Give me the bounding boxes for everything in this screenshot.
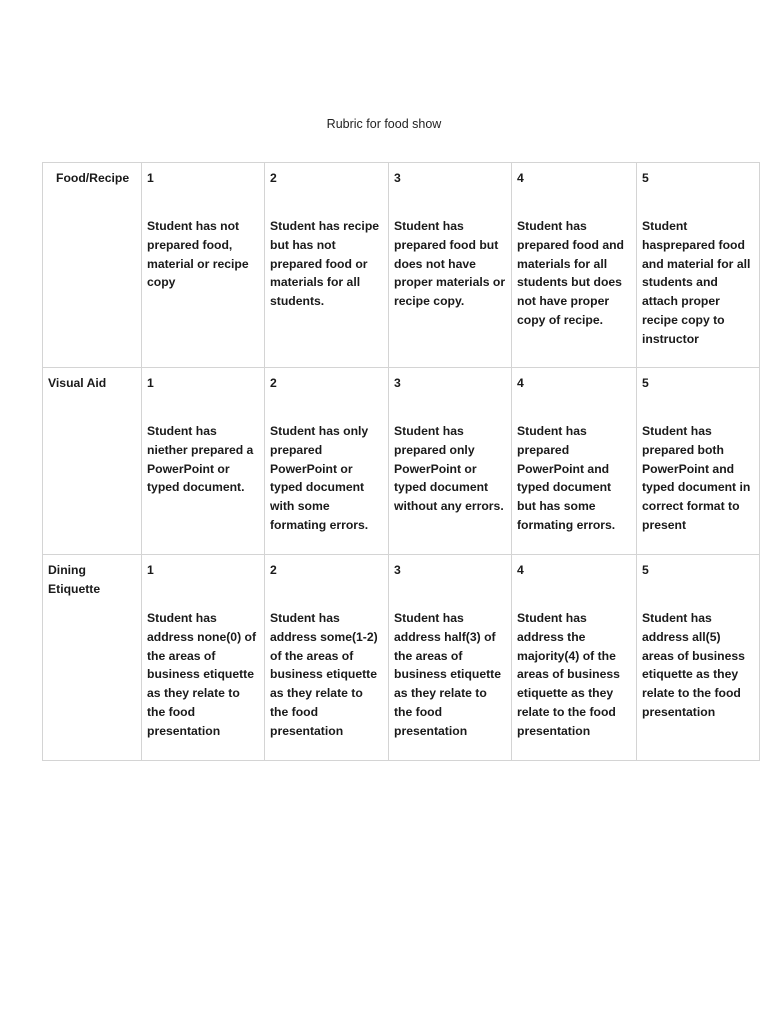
score-description: Student has not prepared food, material or recipe copy bbox=[147, 219, 249, 290]
category-cell bbox=[43, 163, 142, 368]
score-value: 3 bbox=[394, 376, 401, 390]
score-cell bbox=[265, 368, 389, 555]
score-cell bbox=[265, 555, 389, 761]
score-description: Student has prepared PowerPoint and typed document but has some formating errors. bbox=[517, 424, 616, 532]
score-value: 1 bbox=[147, 376, 154, 390]
score-cell bbox=[512, 555, 637, 761]
score-description: Student has address the majority(4) of the areas of business etiquette as they relate to the food presentation bbox=[517, 611, 620, 738]
document-title: Rubric for food show bbox=[326, 117, 442, 131]
score-cell bbox=[265, 163, 389, 368]
score-description: Student has prepared only PowerPoint or typed document without any errors. bbox=[394, 424, 504, 514]
score-value: 2 bbox=[270, 376, 277, 390]
score-cell bbox=[389, 368, 512, 555]
score-value: 1 bbox=[147, 563, 154, 577]
score-value: 4 bbox=[517, 376, 524, 390]
score-cell bbox=[637, 163, 760, 368]
category-cell bbox=[43, 555, 142, 761]
score-description: Student has prepared both PowerPoint and typed document in correct format to present bbox=[642, 424, 751, 532]
rubric-row-visual-aid bbox=[43, 368, 760, 555]
score-value: 4 bbox=[517, 171, 524, 185]
score-description: Student has prepared food but does not have proper materials or recipe copy. bbox=[394, 219, 506, 309]
score-cell bbox=[637, 555, 760, 761]
score-value: 3 bbox=[394, 171, 401, 185]
score-cell bbox=[512, 163, 637, 368]
score-value: 1 bbox=[147, 171, 154, 185]
score-description: Student has prepared food and materials for all students but does not have proper copy of recipe. bbox=[517, 219, 624, 327]
score-cell bbox=[389, 163, 512, 368]
category-label: Visual Aid bbox=[48, 376, 107, 390]
score-cell bbox=[512, 368, 637, 555]
category-label: Dining Etiquette bbox=[48, 563, 101, 596]
score-cell bbox=[142, 368, 265, 555]
score-description: Student has address some(1-2) of the areas of business etiquette as they relate to the food presentation bbox=[270, 611, 378, 738]
category-label: Food/Recipe bbox=[56, 171, 130, 185]
score-description: Student has recipe but has not prepared food or materials for all students. bbox=[270, 219, 380, 309]
score-cell bbox=[142, 555, 265, 761]
score-description: Student hasprepared food and material for all students and attach proper recipe copy to instructor bbox=[642, 219, 751, 346]
score-description: Student has only prepared PowerPoint or typed document with some formating errors. bbox=[270, 424, 369, 532]
score-description: Student has niether prepared a PowerPoint or typed document. bbox=[147, 424, 254, 495]
score-value: 5 bbox=[642, 171, 649, 185]
score-description: Student has address half(3) of the areas of business etiquette as they relate to the food presentation bbox=[394, 611, 502, 738]
score-value: 5 bbox=[642, 376, 649, 390]
score-description: Student has address none(0) of the areas of business etiquette as they relate to the food presentation bbox=[147, 611, 257, 738]
score-value: 2 bbox=[270, 563, 277, 577]
score-description: Student has address all(5) areas of business etiquette as they relate to the food presentation bbox=[642, 611, 745, 719]
score-value: 5 bbox=[642, 563, 649, 577]
score-cell bbox=[637, 368, 760, 555]
score-value: 4 bbox=[517, 563, 524, 577]
rubric-row-dining-etiquette bbox=[43, 555, 760, 761]
rubric-row-food-recipe bbox=[43, 163, 760, 368]
score-cell bbox=[389, 555, 512, 761]
score-value: 3 bbox=[394, 563, 401, 577]
score-cell bbox=[142, 163, 265, 368]
rubric-table bbox=[42, 162, 760, 761]
score-value: 2 bbox=[270, 171, 277, 185]
category-cell bbox=[43, 368, 142, 555]
